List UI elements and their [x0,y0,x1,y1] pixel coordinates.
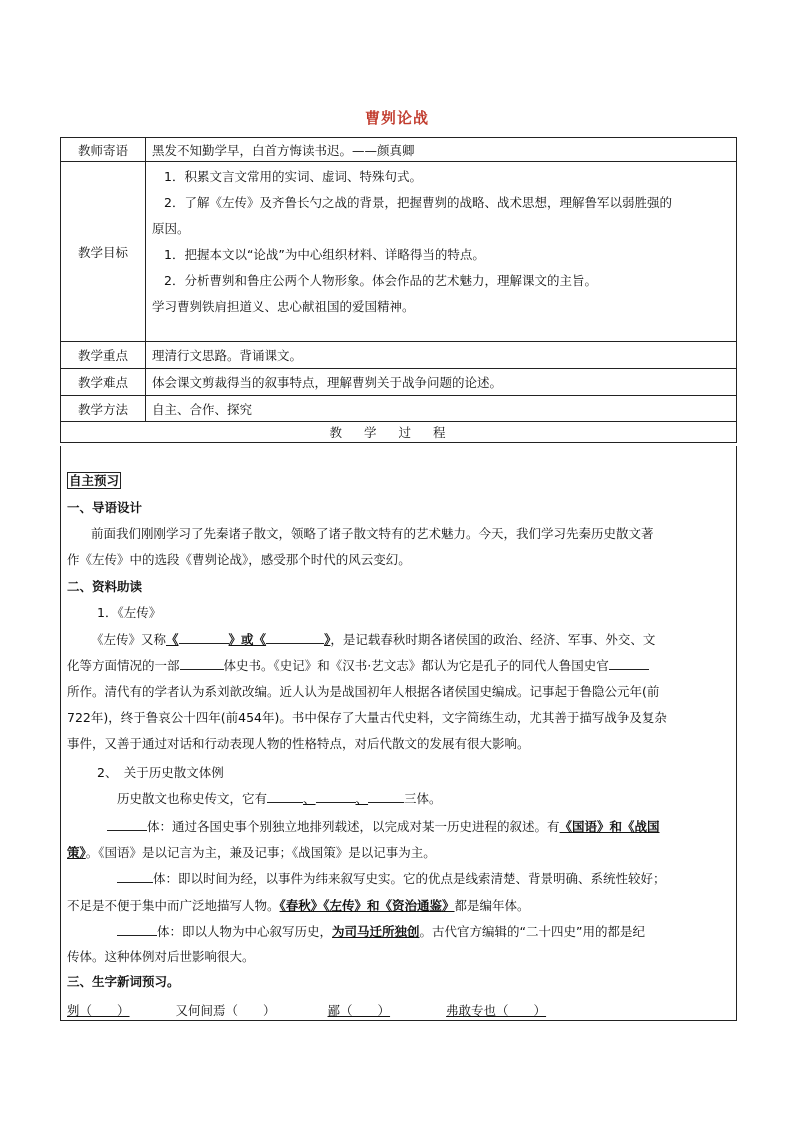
fill-blank[interactable] [117,870,153,883]
intro-line-1: 前面我们刚刚学习了先秦诸子散文，领略了诸子散文特有的艺术魅力。今天，我们学习先秦历史散文著 [91,526,654,541]
method-label: 教学方法 [61,396,146,422]
intro-line-2: 作《左传》中的选段《曹刿论战》，感受那个时代的风云变幻。 [67,552,411,567]
text: 《 [166,632,179,647]
method-text: 自主、合作、探究 [146,396,737,422]
motto-label: 教师寄语 [61,138,146,162]
text: 策》 [67,845,86,860]
goals-cell [146,162,737,342]
fill-blank[interactable] [266,631,324,644]
zuozhuan-line-5: 事件，又善于通过对话和行动表现人物的性格特点，对后代散文的发展有很大影响。 [67,736,530,751]
text: 、 [355,791,369,806]
text: 《 [253,632,267,647]
zuozhuan-title: 1．《左传》 [97,605,162,620]
preview-tag-line [67,471,726,489]
goal-item: 2．了解《左传》及齐鲁长勺之战的背景，把握曹刿的战略、战术思想，理解鲁军以弱胜强的 [164,195,672,210]
zuozhuan-line-1 [67,630,726,648]
goal-item: 学习曹刿铁肩担道义、忠心献祖国的爱国精神。 [152,299,415,314]
lesson-info-table [60,137,737,443]
text: 为司马迁所独创 [332,924,420,939]
text: 化等方面情况的一部 [67,658,180,673]
biannian-line-1 [67,869,726,887]
vocab-item: 鄙（ ） [327,1003,391,1018]
text: 》 [324,632,331,647]
text: 《国语》和《战国 [559,819,660,834]
text: 《左传》又称 [91,632,167,647]
zuozhuan-line-2 [67,656,726,674]
fill-blank[interactable] [117,923,157,936]
vocab-line [67,1001,726,1019]
goal-item: 1．积累文言文常用的实词、虚词、特殊句式。 [164,169,422,184]
vocab-item: 又何间焉（ ） [175,1003,276,1018]
section-3-heading: 三、生字新词预习。 [67,974,180,989]
text: 、 [303,791,316,806]
biannian-line-2 [67,896,726,914]
page-title: 曹刿论战 [364,109,429,127]
difficulty-label: 教学难点 [61,369,146,396]
zuozhuan-line-3: 所作。清代有的学者认为系刘歆改编。近人认为是战国初年人根据各诸侯国史编成。记事起于鲁隐公元年(前 [67,684,660,699]
text: 体：即以人物为中心叙写历史， [157,924,333,939]
fill-blank[interactable] [609,657,649,670]
text: 都是编年体。 [454,898,530,913]
section-1-heading: 一、导语设计 [67,500,143,515]
text: 。古代官方编辑的“二十四史”用的都是纪 [419,924,645,939]
section-2-heading: 二、资料助读 [67,579,143,594]
fill-blank[interactable] [107,818,147,831]
jizhuan-line-1 [67,922,726,940]
goals-label: 教学目标 [61,162,146,342]
fill-blank[interactable] [179,631,229,644]
styles-title: 2、 关于历史散文体例 [97,765,224,780]
text: 体：即以时间为经，以事件为纬来叙写史实。它的优点是线索清楚、背景明确、系统性较好； [153,871,666,886]
text: ，是记载春秋时期各诸侯国的政治、经济、军事、外交、文 [330,632,656,647]
fill-blank[interactable] [368,790,404,803]
motto-text: 黑发不知勤学早，白首方悔读书迟。——颜真卿 [146,138,737,162]
text: 不足是不便于集中而广泛地描写人物。 [67,898,280,913]
text: 》或 [228,632,254,647]
styles-line [67,789,726,807]
goal-item: 原因。 [152,221,190,236]
fill-blank[interactable] [180,657,224,670]
text: 三体。 [404,791,442,806]
guobie-line-2 [67,843,726,861]
process-heading: 教学过程 [61,422,737,443]
goal-item: 2．分析曹刿和鲁庄公两个人物形象。体会作品的艺术魅力，理解课文的主旨。 [164,273,597,288]
text: 体史书。《史记》和《汉书·艺文志》都认为它是孔子的同代人鲁国史官 [223,658,609,673]
difficulty-text: 体会课文剪裁得当的叙事特点，理解曹刿关于战争问题的论述。 [146,369,737,396]
jizhuan-line-2: 传体。这种体例对后世影响很大。 [67,949,255,964]
guobie-line-1 [67,817,726,835]
text: 《春秋》《左传》和《资治通鉴》 [279,898,455,913]
goal-item: 1．把握本文以“论战”为中心组织材料、详略得当的特点。 [164,247,485,262]
text: 体：通过各国史事个别独立地排列载述，以完成对某一历史进程的叙述。有 [147,819,560,834]
fill-blank[interactable] [316,790,356,803]
zuozhuan-line-4: 722年)，终于鲁哀公十四年(前454年)。书中保存了大量古代史料，文字简练生动，尤其善于描写战争及复杂 [67,710,667,725]
preview-tag: 自主预习 [69,473,120,488]
focus-label: 教学重点 [61,342,146,369]
text: 历史散文也称史传文，它有 [117,791,268,806]
vocab-item: 弗敢专也（ ） [446,1003,547,1018]
vocab-item: 刿（ ） [67,1003,130,1018]
fill-blank[interactable] [267,790,303,803]
text: 。《国语》是以记言为主，兼及记事；《战国策》是以记事为主。 [85,845,436,860]
focus-text: 理清行文思路。背诵课文。 [146,342,737,369]
teaching-process-content [60,446,737,1021]
